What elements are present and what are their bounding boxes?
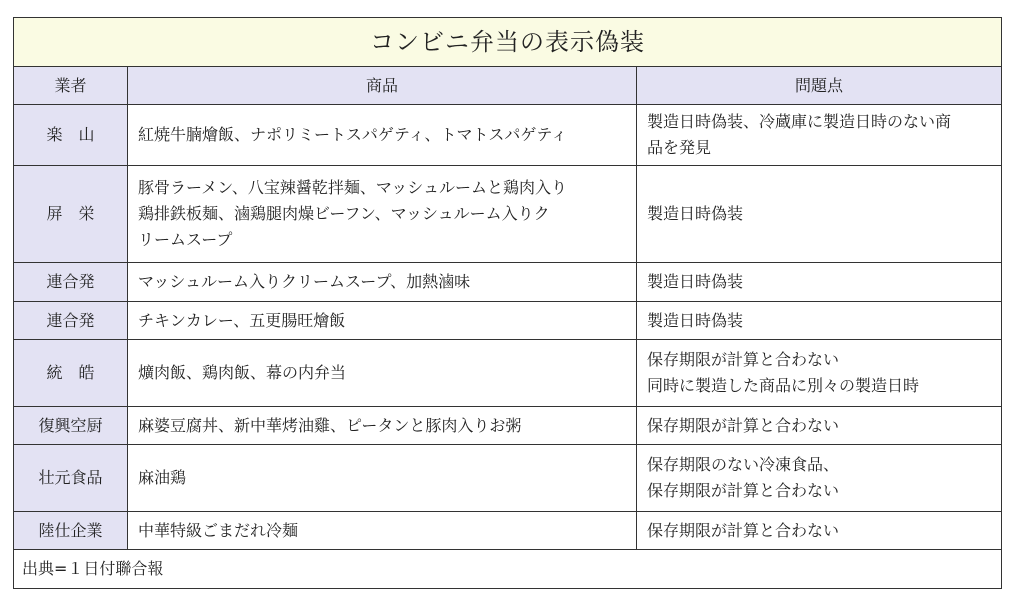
problem-line: 保存期限が計算と合わない [647,520,840,540]
table-row [14,340,1002,407]
products-cell [128,512,637,550]
problem-cell [637,302,1002,340]
problem-line: 保存期限のない冷凍食品、 [647,455,840,474]
table-container [13,17,1001,589]
products-line: マッシュルーム入りクリームスープ、加熱滷味 [138,272,471,291]
products-cell [128,445,637,512]
source-row [14,550,1002,589]
header-vendor: 業者 [14,67,128,105]
table-row [14,105,1002,166]
vendor-cell: 楽 山 [14,105,128,166]
table-row [14,263,1002,302]
header-problem: 問題点 [637,67,1002,105]
problem-line: 保存期限が計算と合わない [647,415,840,435]
products-line: 麻婆豆腐丼、新中華烤油雞、ピータンと豚肉入りお粥 [138,415,522,435]
problem-line: 製造日時偽装 [647,204,744,223]
source-note: 出典=１日付聯合報 [14,550,1002,589]
products-line: チキンカレー、五更腸旺燴飯 [138,310,346,330]
table-row [14,445,1002,512]
products-cell [128,105,637,166]
products-line: 豚骨ラーメン、八宝辣醤乾拌麺、マッシュルームと鶏肉入り [138,178,567,197]
products-line: 中華特級ごまだれ冷麺 [138,520,299,540]
header-row [14,67,1002,105]
vendor-cell: 連合発 [14,263,128,302]
table-title: コンビニ弁当の表示偽装 [14,18,1002,67]
problem-line: 製造日時偽装 [647,272,744,291]
products-cell [128,263,637,302]
products-line: リームスープ [138,230,233,249]
products-cell [128,407,637,445]
disguise-table [13,17,1002,589]
problem-line: 製造日時偽装、冷蔵庫に製造日時のない商 [647,112,952,131]
vendor-cell: 陸仕企業 [14,512,128,550]
problem-cell [637,166,1002,263]
products-line: 麻油鶏 [138,468,187,487]
problem-cell [637,105,1002,166]
problem-cell [637,512,1002,550]
table-row [14,302,1002,340]
products-cell [128,302,637,340]
header-products: 商品 [128,67,637,105]
table-row [14,512,1002,550]
vendor-cell: 統 皓 [14,340,128,407]
problem-cell [637,407,1002,445]
problem-cell [637,445,1002,512]
products-line: 爌肉飯、鶏肉飯、幕の内弁当 [138,363,347,382]
problem-line: 保存期限が計算と合わない [647,350,840,369]
table-row [14,166,1002,263]
problem-cell [637,340,1002,407]
products-line: 紅焼牛腩燴飯、ナポリミートスパゲティ、トマトスパゲティ [138,125,568,144]
problem-line: 品を発見 [647,138,712,157]
vendor-cell: 復興空厨 [14,407,128,445]
vendor-cell: 壮元食品 [14,445,128,512]
title-row [14,18,1002,67]
products-line: 鶏排鉄板麺、滷鶏腿肉燥ビーフン、マッシュルーム入りク [138,204,550,223]
vendor-cell: 連合発 [14,302,128,340]
vendor-cell: 屏 栄 [14,166,128,263]
problem-line: 製造日時偽装 [647,310,744,330]
problem-line: 同時に製造した商品に別々の製造日時 [647,376,920,395]
table-row [14,407,1002,445]
products-cell [128,340,637,407]
problem-line: 保存期限が計算と合わない [647,481,840,500]
products-cell [128,166,637,263]
problem-cell [637,263,1002,302]
